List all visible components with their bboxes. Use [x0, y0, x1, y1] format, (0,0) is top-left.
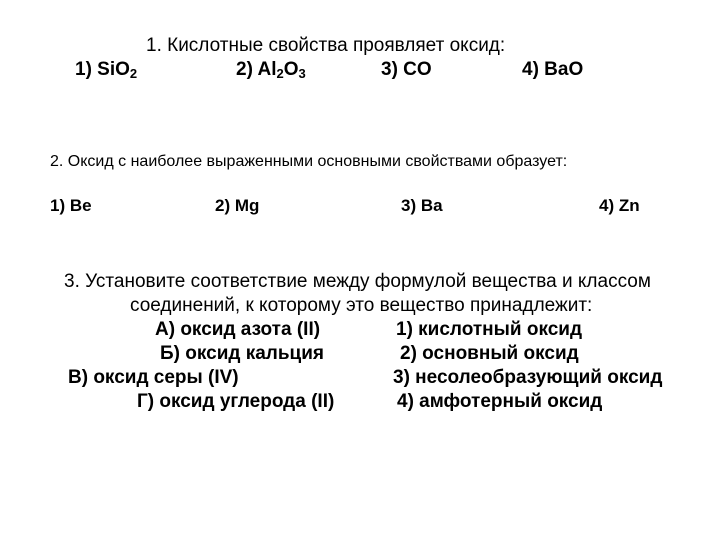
match-left-v: В) оксид серы (IV) — [68, 367, 239, 388]
question-1-option-4: 4) BaO — [522, 59, 584, 80]
match-right-3: 3) несолеобразующий оксид — [393, 367, 663, 388]
question-2-option-3: 3) Ba — [401, 196, 443, 215]
question-2-prompt: 2. Оксид с наиболее выраженными основными свойствами образует: — [50, 153, 568, 170]
match-right-4: 4) амфотерный оксид — [397, 391, 603, 412]
option-1-subscript: 2 — [129, 66, 138, 81]
question-1-option-3: 3) CO — [381, 59, 432, 80]
question-1-prompt: 1. Кислотные свойства проявляет оксид: — [146, 35, 506, 56]
question-2-option-2: 2) Mg — [215, 196, 260, 215]
match-left-g: Г) оксид углерода (II) — [137, 391, 335, 412]
option-1-formula: 1) SiO — [75, 59, 130, 80]
option-2-subscript-1: 2 — [276, 66, 284, 81]
question-2-option-4: 4) Zn — [599, 196, 640, 215]
match-right-1: 1) кислотный оксид — [396, 319, 583, 340]
question-1-option-1 — [75, 60, 137, 79]
option-2-formula-part2: O — [283, 59, 299, 80]
question-3-prompt-line-2: соединений, к которому это вещество принадлежит: — [130, 295, 593, 316]
question-1-option-2 — [236, 60, 306, 79]
option-2-subscript-2: 3 — [298, 66, 306, 81]
match-left-a: А) оксид азота (II) — [155, 319, 321, 340]
match-right-2: 2) основный оксид — [400, 343, 579, 364]
question-3-prompt-line-1: 3. Установите соответствие между формулой вещества и классом — [64, 271, 651, 292]
option-2-formula-part1: 2) Al — [236, 59, 277, 80]
match-left-b: Б) оксид кальция — [160, 343, 324, 364]
question-2-option-1: 1) Be — [50, 196, 92, 215]
